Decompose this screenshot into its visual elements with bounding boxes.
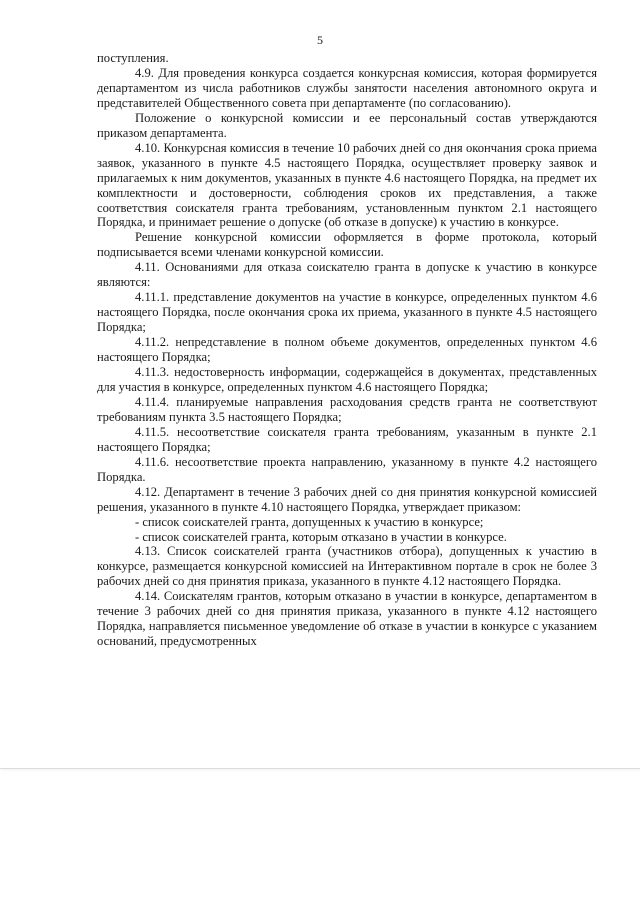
paragraph: - список соискателей гранта, которым отказано в участии в конкурсе. bbox=[135, 529, 507, 544]
paragraph: 4.11.2. непредставление в полном объеме документов, определенных пунктом 4.6 настоящего Порядка; bbox=[97, 335, 597, 365]
paragraph: 4.12. Департамент в течение 3 рабочих дней со дня принятия конкурсной комиссией решения, указанного в пункте 4.10 настоящего Порядка, утверждает приказом: bbox=[97, 484, 597, 514]
paragraph: 4.11.3. недостоверность информации, содержащейся в документах, представленных для участия в конкурсе, определенных пунктом 4.6 настоящего Порядка; bbox=[97, 365, 597, 394]
paragraph: - список соискателей гранта, допущенных к участию в конкурсе; bbox=[135, 514, 484, 529]
page-number: 5 bbox=[317, 33, 323, 47]
paragraph: 4.11.6. несоответствие проекта направлению, указанному в пункте 4.2 настоящего Порядка. bbox=[97, 454, 597, 484]
paragraph: 4.10. Конкурсная комиссия в течение 10 рабочих дней со дня окончания срока приема заявок, указанного в пункте 4.5 настоящего Порядка, осуществляет проверку заявок и прилагаемых к ним документов, указанных в пункте 4.6 настоящего Порядка, на предмет их комплектности и достоверности, соблюдения сроков их представления, а также соответствия соискателя гранта требованиям, установленным пунктом 2.1 настоящего Порядка, и принимает решение о допуске (об отказе в допуске) к участию в конкурсе. bbox=[97, 140, 597, 230]
document-body bbox=[97, 51, 597, 649]
paragraph: 4.9. Для проведения конкурса создается конкурсная комиссия, которая формируется департаментом из числа работников службы занятости населения автономного округа и представителей Общественного совета при департаменте (по согласованию). bbox=[97, 65, 597, 110]
paragraph: Решение конкурсной комиссии оформляется в форме протокола, который подписывается всеми членами конкурсной комиссии. bbox=[97, 230, 597, 260]
paragraph: 4.11. Основаниями для отказа соискателю гранта в допуске к участию в конкурсе являются: bbox=[97, 260, 597, 290]
paragraph: 4.11.5. несоответствие соискателя гранта требованиям, указанным в пункте 2.1 настоящего Порядка; bbox=[97, 424, 597, 454]
paragraph: 4.11.4. планируемые направления расходования средств гранта не соответствуют требованиям пункта 3.5 настоящего Порядка; bbox=[97, 394, 597, 424]
paragraph: 4.14. Соискателям грантов, которым отказано в участии в конкурсе, департаментом в течение 3 рабочих дней со дня принятия приказа, указанного в пункте 4.12 настоящего Порядка, направляется письменное уведомление об отказе в участии в конкурсе с указанием оснований, предусмотренных bbox=[97, 589, 597, 649]
paragraph: Положение о конкурсной комиссии и ее персональный состав утверждаются приказом департамента. bbox=[97, 110, 597, 140]
paragraph: поступления. bbox=[97, 51, 169, 65]
paragraph: 4.13. Список соискателей гранта (участников отбора), допущенных к участию в конкурсе, размещается конкурсной комиссией на Интерактивном портале в срок не более 3 рабочих дней со дня принятия приказа, указанного в пункте 4.12 настоящего Порядка. bbox=[97, 544, 597, 589]
paragraph: 4.11.1. представление документов на участие в конкурсе, определенных пунктом 4.6 настоящего Порядка, после окончания срока их приема, указанного в пункте 4.5 настоящего Порядка; bbox=[97, 290, 597, 335]
